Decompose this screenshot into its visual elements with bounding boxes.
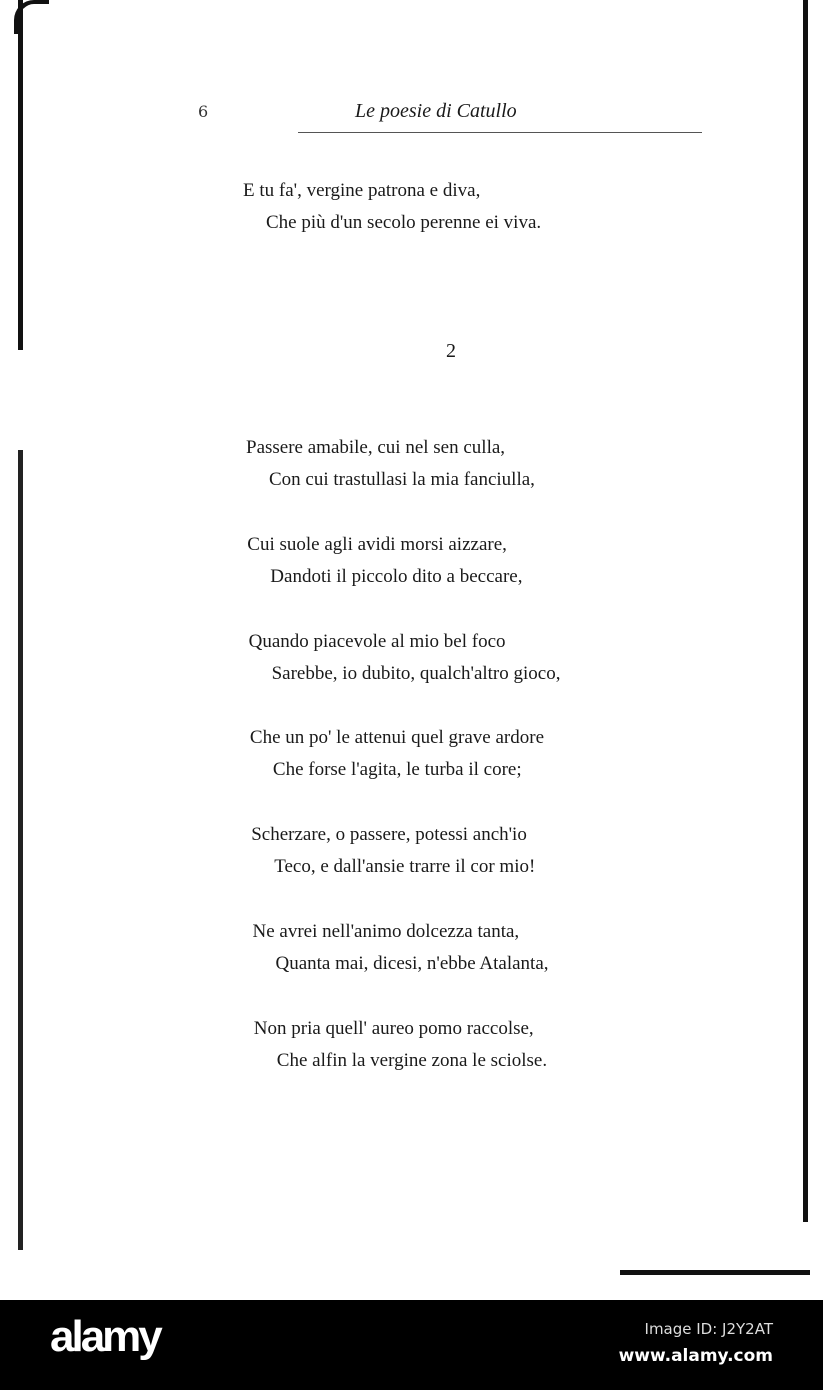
scan-edge-corner <box>14 0 49 34</box>
verse-line: Che forse l'agita, le turba il core; <box>272 759 522 781</box>
verse-line: Che più d'un secolo perenne ei viva. <box>266 212 542 233</box>
running-title: Le poesie di Catullo <box>355 100 517 122</box>
site-url: www.alamy.com <box>618 1346 773 1366</box>
verse-line: Scherzare, o passere, potessi anch'io <box>251 824 527 846</box>
alamy-logo: alamy <box>50 1312 160 1361</box>
verse-line: Dandoti il piccolo dito a beccare, <box>270 565 523 587</box>
verse-line: Passere amabile, cui nel sen culla, <box>246 437 506 458</box>
page-number: 6 <box>198 102 209 121</box>
verse-line: Cui suole agli avidi morsi aizzare, <box>247 533 507 555</box>
verse-line: E tu fa', vergine patrona e diva, <box>243 180 481 201</box>
scan-edge-right <box>803 0 808 1222</box>
poem-number: 2 <box>446 340 456 362</box>
verse-line: Ne avrei nell'animo dolcezza tanta, <box>252 921 520 942</box>
scan-edge-left <box>18 0 23 1250</box>
verse-line: Che alfin la vergine zona le sciolse. <box>276 1049 548 1071</box>
verse-line: Sarebbe, io dubito, qualch'altro gioco, <box>271 662 561 684</box>
scan-edge-bottom <box>620 1270 810 1275</box>
watermark-bar <box>0 1300 823 1390</box>
header-rule <box>298 132 702 133</box>
verse-line: Che un po' le attenui quel grave ardore <box>249 727 545 749</box>
verse-line: Con cui trastullasi la mia fanciulla, <box>269 469 535 490</box>
verse-line: Teco, e dall'ansie trarre il cor mio! <box>274 856 536 878</box>
verse-line: Quanta mai, dicesi, n'ebbe Atalanta, <box>275 953 549 974</box>
image-id: Image ID: J2Y2AT <box>644 1320 773 1338</box>
verse-line: Quando piacevole al mio bel foco <box>248 630 506 652</box>
verse-line: Non pria quell' aureo pomo raccolse, <box>253 1017 534 1039</box>
